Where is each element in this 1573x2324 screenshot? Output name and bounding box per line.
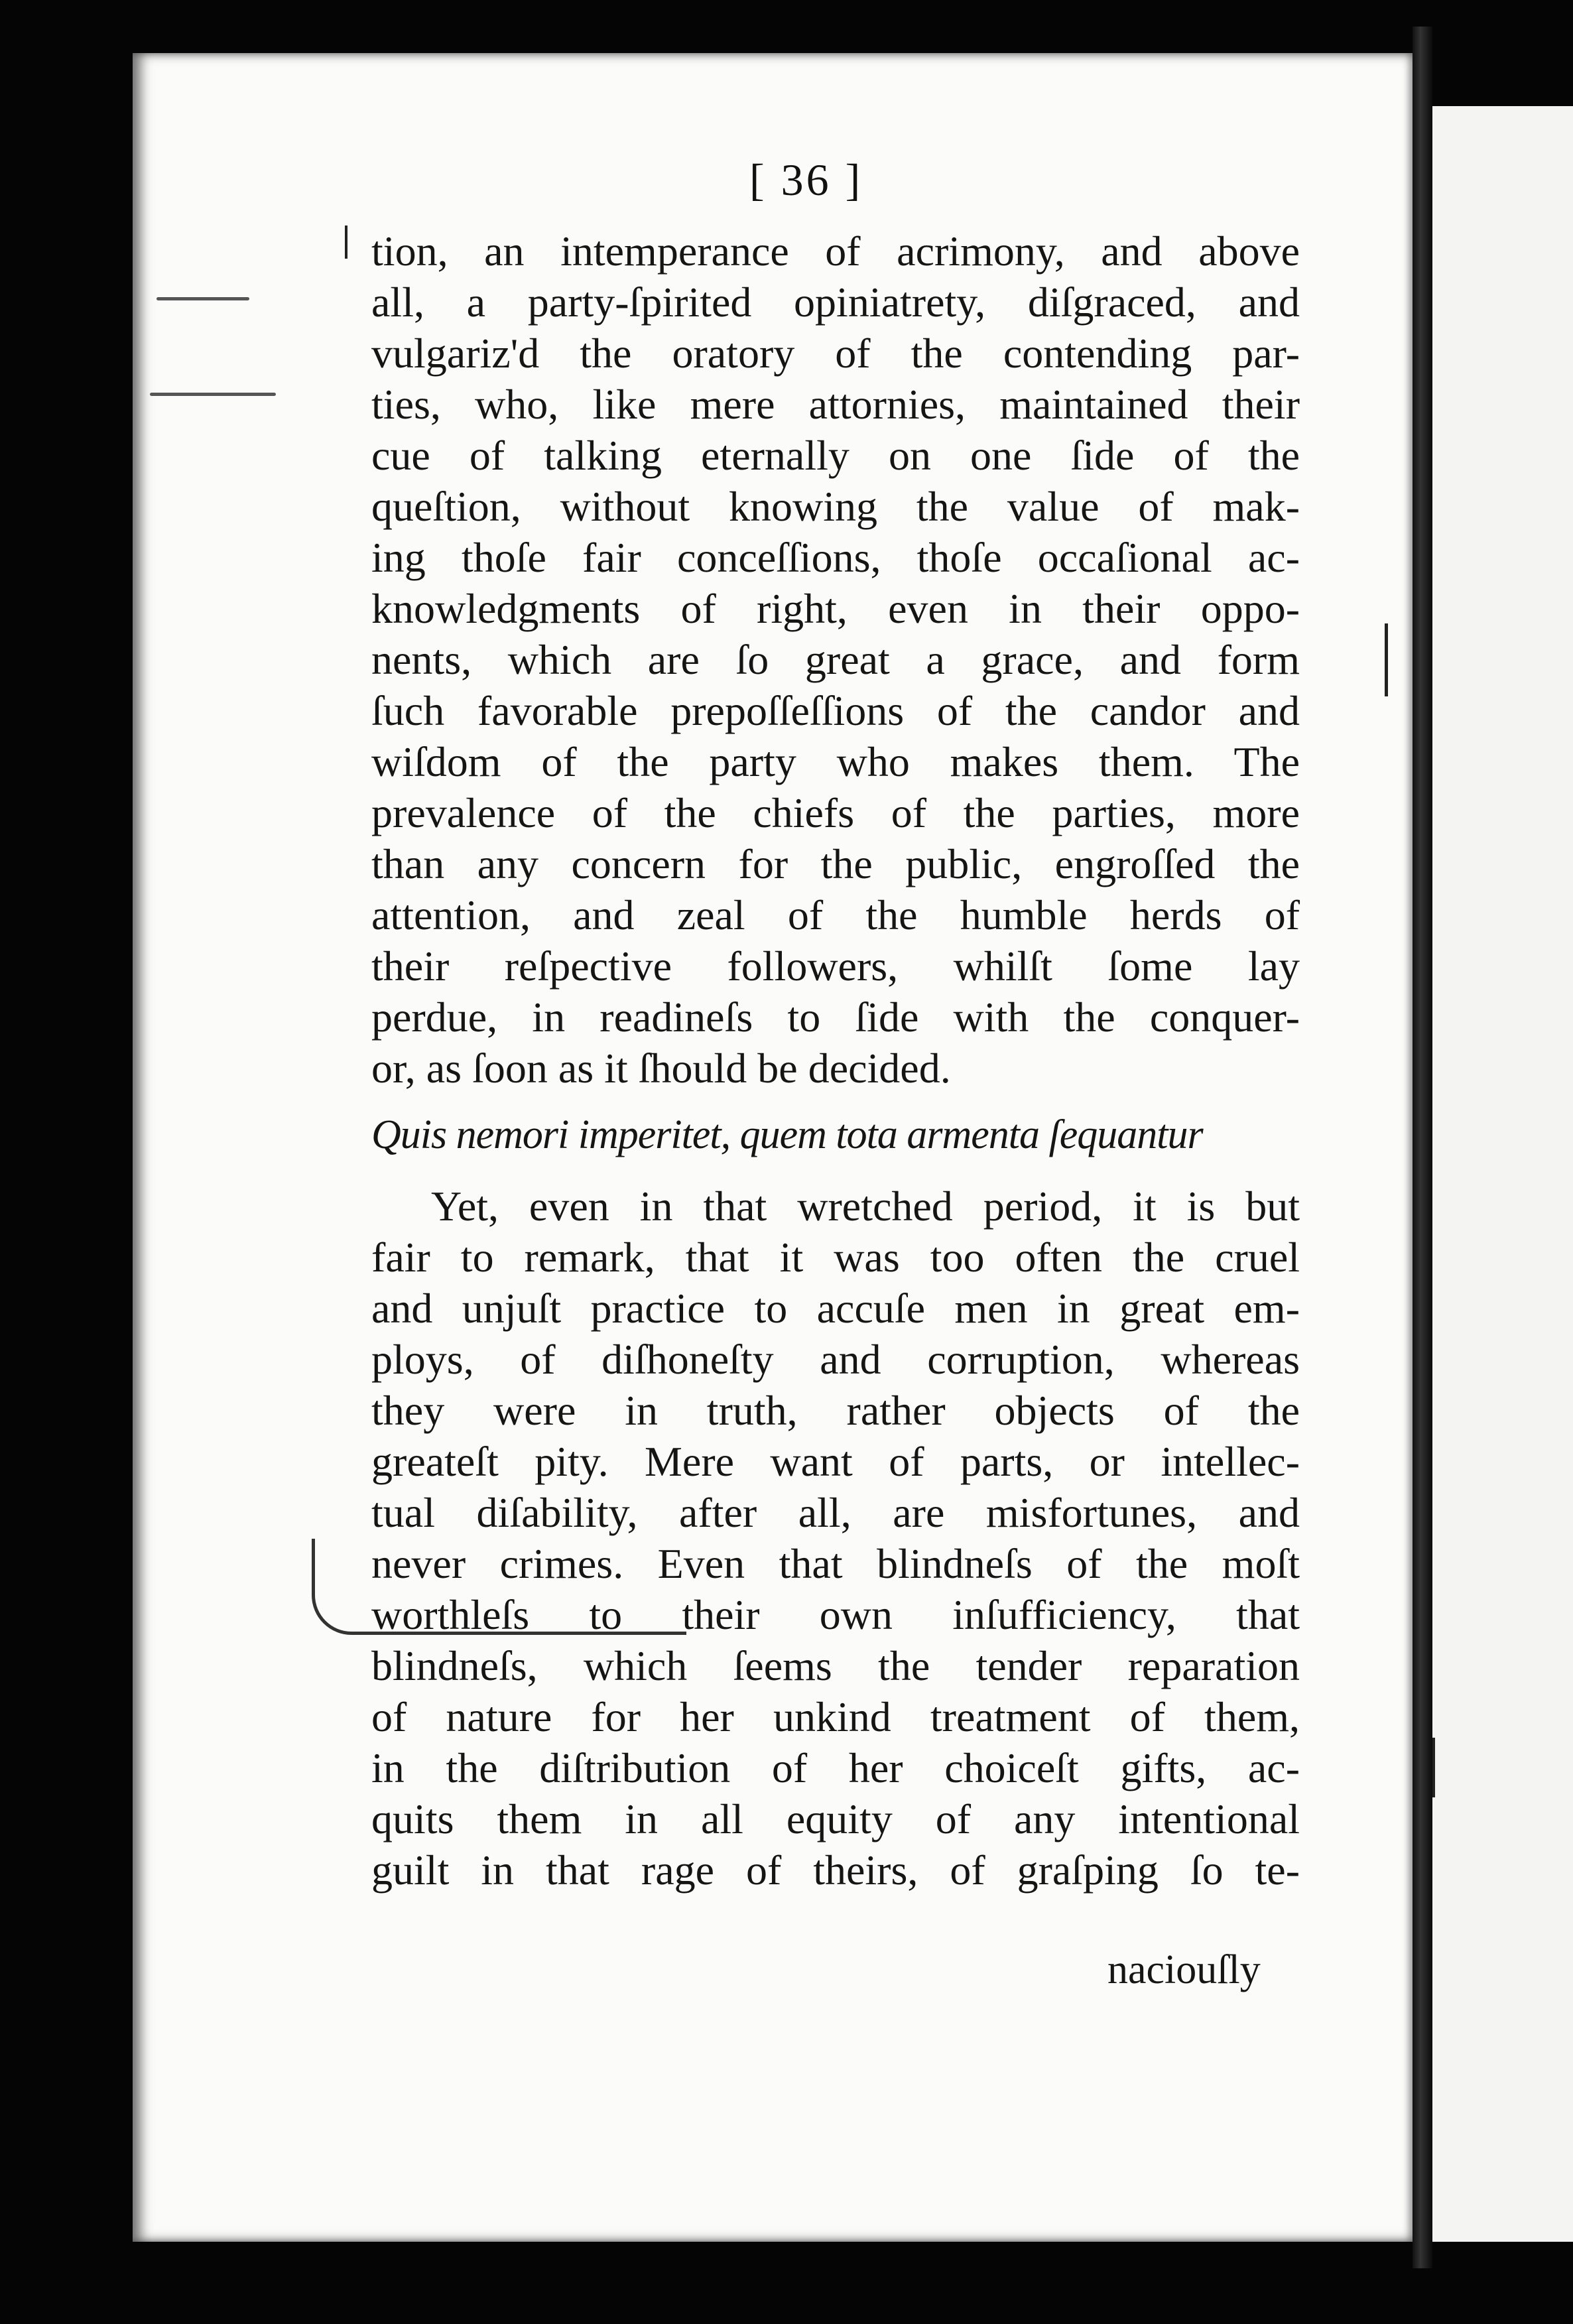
text-line: their reſpective followers, whilſt ſome lay	[371, 942, 1300, 990]
text-line: ing thoſe fair conceſſions, thoſe occaſional ac-	[371, 534, 1300, 581]
text-line: than any concern for the public, engroſſed the	[371, 840, 1300, 887]
text-line: nents, which are ſo great a grace, and form	[371, 636, 1300, 683]
text-line: all, a party-ſpirited opiniatrety, diſgraced, and	[371, 279, 1300, 326]
page-body	[371, 226, 1300, 1896]
page-header: [ 36 ]	[749, 155, 863, 205]
facing-page	[1432, 106, 1573, 2242]
text-line: tion, an intemperance of acrimony, and above	[371, 227, 1300, 275]
text-line: blindneſs, which ſeems the tender reparation	[371, 1642, 1300, 1689]
text-line: they were in truth, rather objects of the	[371, 1387, 1300, 1434]
text-line: ploys, of diſhoneſty and corruption, whereas	[371, 1336, 1300, 1383]
text-line: greateſt pity. Mere want of parts, or intellec-	[371, 1438, 1300, 1485]
paragraph	[371, 226, 1300, 1094]
text-line: ties, who, like mere attornies, maintained their	[371, 381, 1300, 428]
text-line: attention, and zeal of the humble herds of	[371, 891, 1300, 938]
margin-mark	[1385, 623, 1388, 696]
text-line: tual diſability, after all, are misfortunes, and	[371, 1489, 1300, 1536]
latin-quotation: Quis nemori imperitet, quem tota armenta ſequantur	[371, 1112, 1203, 1157]
text-line: prevalence of the chiefs of the parties, more	[371, 789, 1300, 836]
text-line: or, as ſoon as it ſhould be decided.	[371, 1045, 951, 1092]
text-line: vulgariz'd the oratory of the contending par-	[371, 330, 1300, 377]
text-line: quits them in all equity of any intentional	[371, 1795, 1300, 1842]
text-line: never crimes. Even that blindneſs of the moſt	[371, 1540, 1300, 1587]
text-line: perdue, in readineſs to ſide with the conquer-	[371, 994, 1300, 1041]
text-line: Yet, even in that wretched period, it is but	[431, 1183, 1300, 1230]
paragraph	[371, 1181, 1300, 1896]
text-line: cue of talking eternally on one ſide of the	[371, 432, 1300, 479]
text-line: queſtion, without knowing the value of mak-	[371, 483, 1300, 530]
text-line: knowledgments of right, even in their oppo-	[371, 585, 1300, 632]
catchword: naciouſly	[1107, 1947, 1261, 1992]
text-line: worthleſs to their own inſufficiency, that	[371, 1591, 1300, 1638]
text-line: in the diſtribution of her choiceſt gifts, ac-	[371, 1744, 1300, 1791]
book-gutter	[1413, 27, 1432, 2268]
margin-pencil-line	[157, 297, 249, 300]
text-line: fair to remark, that it was too often the cruel	[371, 1234, 1300, 1281]
text-line: of nature for her unkind treatment of them,	[371, 1693, 1300, 1740]
text-line: and unjuſt practice to accuſe men in great em-	[371, 1285, 1300, 1332]
text-line: wiſdom of the party who makes them. The	[371, 738, 1300, 785]
text-line: guilt in that rage of theirs, of graſping ſo te-	[371, 1846, 1300, 1894]
margin-pencil-line	[150, 393, 276, 396]
margin-mark	[345, 226, 347, 259]
text-line: ſuch favorable prepoſſeſſions of the candor and	[371, 687, 1300, 734]
margin-mark	[1432, 1738, 1435, 1797]
